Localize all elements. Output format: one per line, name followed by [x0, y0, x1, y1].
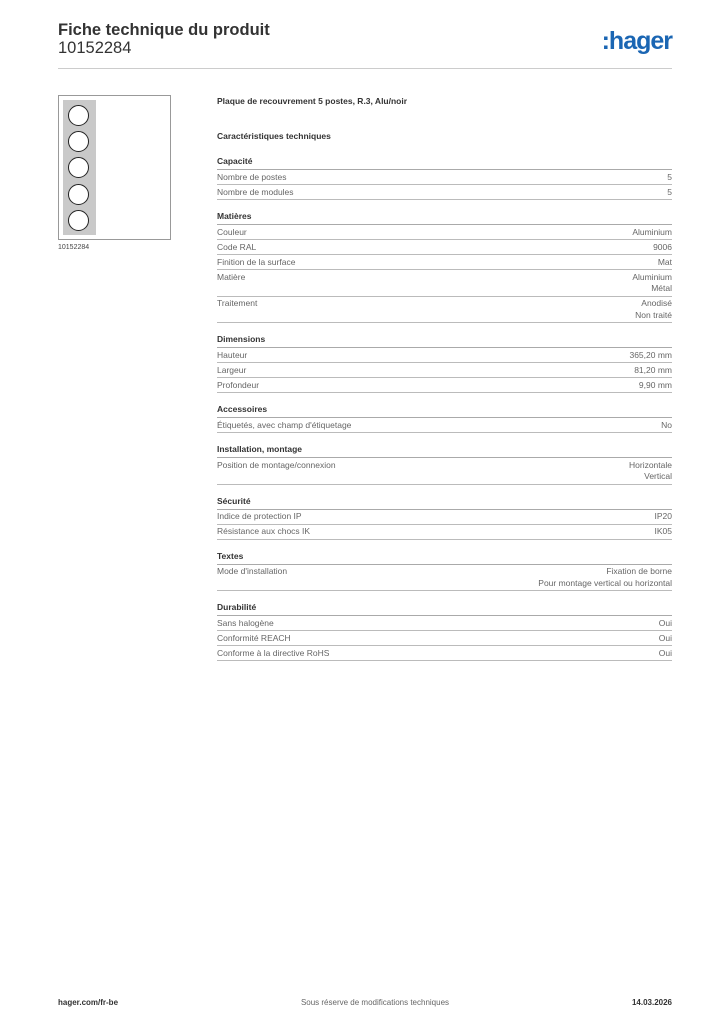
socket-hole — [68, 210, 89, 231]
spec-value — [639, 380, 672, 392]
spec-value — [655, 526, 673, 538]
footer-website-link[interactable]: hager.com/fr-be — [58, 998, 119, 1007]
spec-label: Profondeur — [217, 379, 260, 390]
spec-label: Couleur — [217, 226, 247, 237]
spec-section — [217, 334, 672, 393]
spec-row — [217, 616, 672, 631]
spec-label: Mode d'installation — [217, 566, 288, 576]
spec-value — [653, 242, 672, 254]
spec-value-line: Anodisé — [641, 298, 672, 308]
spec-value — [659, 618, 672, 630]
spec-row — [217, 510, 672, 525]
spec-value-line: Aluminium — [632, 226, 672, 237]
section-heading: Accessoires — [217, 404, 672, 418]
spec-content — [217, 96, 672, 661]
spec-section — [217, 496, 672, 540]
spec-label: Indice de protection IP — [217, 511, 302, 521]
spec-value — [667, 187, 672, 199]
spec-section — [217, 211, 672, 323]
spec-row — [217, 418, 672, 433]
spec-section — [217, 444, 672, 485]
spec-row — [217, 348, 672, 363]
spec-row — [217, 225, 672, 240]
spec-label: Nombre de postes — [217, 171, 287, 182]
spec-value-line: Horizontale — [629, 459, 672, 470]
spec-value — [655, 511, 673, 523]
hager-logo: :hager — [601, 27, 672, 55]
section-heading: Sécurité — [217, 496, 672, 510]
spec-sections — [217, 156, 672, 661]
socket-hole — [68, 184, 89, 205]
spec-section — [217, 602, 672, 661]
spec-value — [661, 420, 672, 432]
spec-value-line: No — [661, 419, 672, 430]
spec-value — [629, 460, 672, 483]
spec-label: Traitement — [217, 298, 258, 308]
spec-value — [632, 272, 672, 295]
spec-row — [217, 185, 672, 200]
spec-value-line: Métal — [651, 283, 672, 293]
socket-hole — [68, 131, 89, 152]
spec-value — [659, 648, 672, 660]
spec-row — [217, 270, 672, 297]
spec-label: Sans halogène — [217, 617, 274, 628]
spec-value-line: Vertical — [644, 471, 672, 481]
spec-value-line: Mat — [657, 256, 672, 267]
spec-value — [629, 350, 672, 362]
spec-row — [217, 525, 672, 540]
footer — [58, 998, 672, 1007]
spec-row — [217, 363, 672, 378]
spec-value — [658, 257, 672, 269]
spec-label: Finition de la surface — [217, 256, 296, 267]
spec-value-line: Aluminium — [632, 271, 672, 282]
spec-row — [217, 255, 672, 270]
spec-label: Hauteur — [217, 349, 248, 360]
spec-value — [659, 633, 672, 645]
spec-label: Matière — [217, 271, 246, 282]
spec-value-line: 81,20 mm — [634, 364, 672, 375]
spec-label: Conforme à la directive RoHS — [217, 647, 330, 658]
spec-section — [217, 156, 672, 200]
spec-row — [217, 646, 672, 661]
specs-title: Caractéristiques techniques — [217, 131, 331, 141]
section-heading: Durabilité — [217, 602, 672, 616]
page-title: Fiche technique du produit — [58, 21, 270, 39]
spec-value-line: Oui — [658, 647, 672, 658]
spec-value-line: 9,90 mm — [638, 379, 672, 390]
spec-value — [667, 172, 672, 184]
spec-value — [635, 298, 672, 321]
socket-hole — [68, 157, 89, 178]
section-heading: Matières — [217, 211, 672, 225]
spec-value-line: Oui — [658, 632, 672, 643]
cover-plate-illustration — [63, 100, 96, 235]
header-divider — [58, 68, 672, 69]
spec-value-line: 365,20 mm — [629, 349, 672, 360]
product-image — [58, 95, 171, 240]
spec-value-line: Pour montage vertical ou horizontal — [538, 577, 672, 588]
spec-row — [217, 458, 672, 485]
spec-row — [217, 297, 672, 324]
spec-value-line: Fixation de borne — [606, 566, 672, 576]
spec-label: Position de montage/connexion — [217, 459, 336, 470]
spec-value-line: IK05 — [654, 526, 672, 536]
footer-notice: Sous réserve de modifications techniques — [300, 998, 450, 1007]
spec-value-line: 5 — [667, 171, 672, 182]
spec-row — [217, 240, 672, 255]
section-heading: Installation, montage — [217, 444, 672, 458]
footer-date: 14.03.2026 — [631, 998, 672, 1007]
spec-value — [538, 566, 672, 589]
spec-value-line: 5 — [667, 186, 672, 197]
spec-row — [217, 631, 672, 646]
socket-hole — [68, 105, 89, 126]
product-number: 10152284 — [58, 39, 132, 57]
spec-label: Largeur — [217, 364, 247, 375]
spec-label: Conformité REACH — [217, 632, 291, 643]
spec-value-line: IP20 — [654, 511, 672, 521]
section-heading: Textes — [217, 551, 672, 565]
spec-value — [632, 227, 672, 239]
spec-label: Nombre de modules — [217, 186, 294, 197]
spec-label: Étiquetés, avec champ d'étiquetage — [217, 419, 352, 430]
spec-value-line: Non traité — [635, 309, 672, 320]
spec-value-line: 9006 — [653, 241, 672, 252]
spec-row — [217, 378, 672, 393]
spec-label: Code RAL — [217, 241, 257, 252]
spec-label: Résistance aux chocs IK — [217, 526, 311, 536]
spec-value — [634, 365, 672, 377]
product-name: Plaque de recouvrement 5 postes, R.3, Alu/noir — [217, 96, 408, 106]
image-caption: 10152284 — [58, 244, 90, 251]
section-heading: Dimensions — [217, 334, 672, 348]
section-heading: Capacité — [217, 156, 672, 170]
spec-section — [217, 551, 672, 592]
spec-row — [217, 565, 672, 592]
spec-value-line: Oui — [658, 617, 672, 628]
spec-section — [217, 404, 672, 433]
spec-row — [217, 170, 672, 185]
